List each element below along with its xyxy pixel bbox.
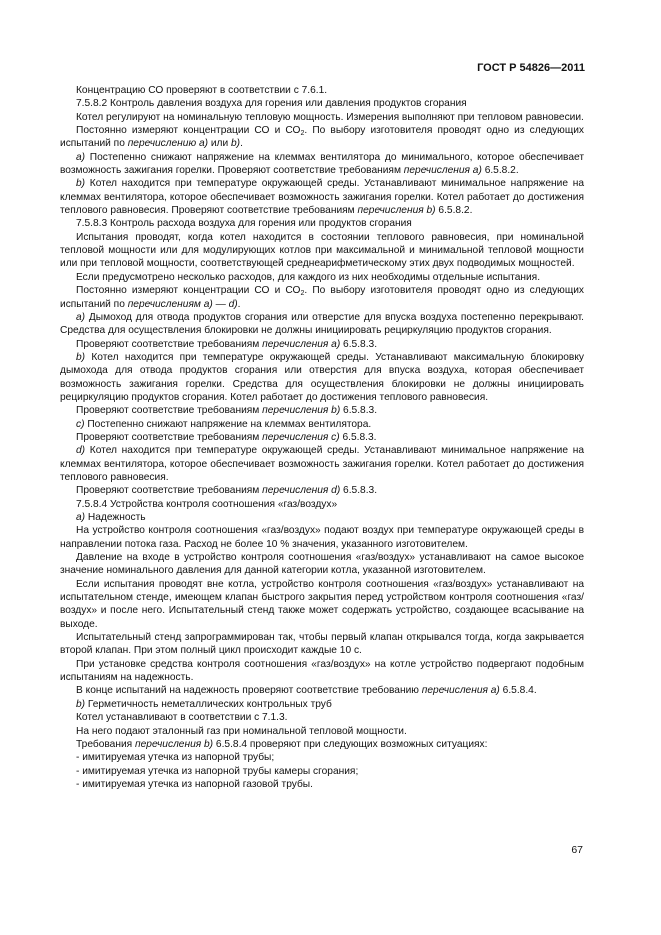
paragraph-p16 xyxy=(60,444,584,484)
text-run: . По выбору изготовителя проводят одно из следующих испытаний по xyxy=(60,285,584,310)
paragraph-p2 xyxy=(60,111,584,124)
italic-reference: c) xyxy=(76,418,85,430)
text-run: Требования xyxy=(76,738,135,750)
text-run: Испытательный стенд запрограммирован так, чтобы первый клапан открывался тогда, когда закрывается второй клапан. При этом полный цикл происходит каждые 10 с. xyxy=(60,632,584,657)
text-run: 6.5.8.3. xyxy=(340,485,378,497)
paragraph-p5 xyxy=(60,177,584,217)
text-run: Котел находится при температуре окружающей среды. Устанавливают минимальное напряжение на клеммах вентилятора, которое обеспечивает возможность зажигания горелки. Котел работает до достижения теплового равновесия. xyxy=(60,445,584,483)
text-run: - имитируемая утечка из напорной трубы; xyxy=(76,752,275,764)
text-run: Проверяют соответствие требованиям xyxy=(76,405,263,417)
text-run: Проверяют соответствие требованиям xyxy=(76,338,263,350)
text-run: - имитируемая утечка из напорной трубы камеры сгорания; xyxy=(76,765,359,777)
italic-reference: перечислениям а) — d) xyxy=(127,298,238,310)
paragraph-p0 xyxy=(60,84,584,97)
italic-reference: перечисления b) xyxy=(262,405,341,417)
text-run: или xyxy=(208,138,231,150)
text-run: 6.5.8.3. xyxy=(339,431,377,443)
text-run: 7.5.8.4 Устройства контроля соотношения «газ/воздух» xyxy=(76,498,338,510)
document-code-header: ГОСТ Р 54826—2011 xyxy=(477,62,585,74)
text-run: 7.5.8.2 Контроль давления воздуха для горения или давления продуктов сгорания xyxy=(76,98,467,110)
paragraph-p18 xyxy=(60,498,584,511)
paragraph-p26 xyxy=(60,698,584,711)
italic-reference: а) xyxy=(76,512,86,523)
paragraph-p25 xyxy=(60,684,584,697)
paragraph-p29 xyxy=(60,738,584,751)
italic-reference: d) xyxy=(76,445,86,457)
text-run: Концентрацию СО проверяют в соответствии с 7.6.1. xyxy=(76,85,328,96)
paragraph-p23 xyxy=(60,631,584,658)
text-run: Котел устанавливают в соответствии с 7.1.3. xyxy=(76,712,288,724)
text-run: 7.5.8.3 Контроль расхода воздуха для горения или продуктов сгорания xyxy=(76,218,412,230)
italic-reference: a) xyxy=(76,311,86,323)
paragraph-p1 xyxy=(60,97,584,110)
italic-reference: перечисления b) xyxy=(135,738,214,750)
paragraph-p24 xyxy=(60,658,584,685)
text-run: При установке средства контроля соотношения «газ/воздух» на котле устройство подвергают подобным испытаниям на надежность. xyxy=(60,658,584,684)
text-run: Постепенно снижают напряжение на клеммах вентилятора. xyxy=(84,418,372,430)
paragraph-p22 xyxy=(60,578,584,631)
text-run: 6.5.8.3. xyxy=(340,338,378,350)
paragraph-p12 xyxy=(60,351,584,404)
paragraph-p8 xyxy=(60,271,584,284)
italic-reference: перечисления а) xyxy=(403,165,482,177)
text-run: Дымоход для отвода продуктов сгорания или отверстие для впуска воздуха постепенно перекрывают. Средства для осуществления блокировки не должны инициировать рециркуляцию продуктов сгорания. xyxy=(60,311,584,337)
text-run: 6.5.8.4. xyxy=(499,685,537,697)
paragraph-p10 xyxy=(60,311,584,338)
text-run: Котел находится при температуре окружающей среды. Устанавливают минимальное напряжение на клеммах вентилятора, которое обеспечивает возможность зажигания горелки. Котел работает до достижения теплового равновесия. Проверяют соответствие требованиям xyxy=(60,178,584,217)
italic-reference: a) xyxy=(76,151,86,163)
italic-reference: b) xyxy=(231,138,241,150)
text-run: 6.5.8.4 проверяют при следующих возможных ситуациях: xyxy=(213,738,488,750)
italic-reference: перечислению а) xyxy=(127,138,208,150)
subscript: 2 xyxy=(300,290,305,298)
text-run: Проверяют соответствие требованиям xyxy=(76,431,263,443)
paragraph-p20 xyxy=(60,524,584,551)
text-run: . xyxy=(237,298,241,310)
text-run: 6.5.8.2. xyxy=(481,165,519,177)
text-run: Герметичность неметаллических контрольных труб xyxy=(85,698,332,710)
subscript: 2 xyxy=(300,130,305,138)
italic-reference: b) xyxy=(76,178,86,190)
paragraph-p27 xyxy=(60,711,584,724)
text-run: Если предусмотрено несколько расходов, для каждого из них необходимы отдельные испытания. xyxy=(76,271,541,283)
text-run: . По выбору изготовителя проводят одно из следующих испытаний по xyxy=(60,125,584,150)
italic-reference: перечисления d) xyxy=(262,485,341,497)
text-run: 6.5.8.2. xyxy=(435,205,473,217)
italic-reference: b) xyxy=(76,351,86,363)
italic-reference: перечисления а) xyxy=(262,338,341,350)
text-run: Постоянно измеряют концентрации СО и СО xyxy=(76,285,301,297)
text-run: В конце испытаний на надежность проверяют соответствие требованию xyxy=(76,685,422,697)
paragraph-p19 xyxy=(60,511,584,524)
paragraph-p14 xyxy=(60,418,584,431)
text-run: . xyxy=(240,138,243,150)
text-run: Постоянно измеряют концентрации СО и СО xyxy=(76,125,301,137)
paragraph-p17 xyxy=(60,484,584,497)
text-run: Проверяют соответствие требованиям xyxy=(76,485,263,497)
text-run: Испытания проводят, когда котел находится в состоянии теплового равновесия, при номинальной тепловой мощности или для модулирующих котлов при максимальной и минимальной тепловой мощности или при тепловой мощности, соответствующей среднеарифметическому этих двух подводимых мощностей. xyxy=(60,231,584,270)
paragraph-p15 xyxy=(60,431,584,444)
paragraph-p7 xyxy=(60,231,584,271)
document-body xyxy=(60,84,584,791)
text-run: 6.5.8.3. xyxy=(340,405,378,417)
text-run: Постепенно снижают напряжение на клеммах вентилятора до минимального, которое обеспечивает возможность зажигания горелки. Проверяют соответствие требованиям xyxy=(60,151,584,177)
text-run: Котел находится при температуре окружающей среды. Устанавливают максимальную блокировку дымохода для отвода продуктов сгорания или отверстия для впуска воздуха, которая обеспечивает возможность зажигания горелки. Средства для осуществления блокировки не должны инициировать рециркуляцию продуктов сгорания. Котел работает до достижения теплового равновесия. xyxy=(60,351,584,403)
text-run: Котел регулируют на номинальную тепловую мощность. Измерения выполняют при тепловом равновесии. xyxy=(76,111,584,123)
text-run: На устройство контроля соотношения «газ/воздух» подают воздух при температуре окружающей среды в направлении потока газа. Расход не более 10 % значения, указанного изготовителем. xyxy=(60,525,584,550)
paragraph-p21 xyxy=(60,551,584,578)
paragraph-p30 xyxy=(60,751,584,764)
paragraph-p11 xyxy=(60,338,584,351)
italic-reference: перечисления а) xyxy=(421,685,500,697)
paragraph-p4 xyxy=(60,151,584,178)
paragraph-p31 xyxy=(60,765,584,778)
italic-reference: перечисления с) xyxy=(262,431,340,443)
text-run: Надежность xyxy=(85,512,146,523)
paragraph-p32 xyxy=(60,778,584,791)
paragraph-p13 xyxy=(60,404,584,417)
text-run: Если испытания проводят вне котла, устройство контроля соотношения «газ/воздух» устанавливают на испытательном стенде, имеющем клапан быстрого закрытия перед устройством контроля соотношения «газ/воздух» и после него. Испытательный стенд также может содержать устройство, создающее всасывание на выходе. xyxy=(60,578,584,630)
italic-reference: b) xyxy=(76,698,86,710)
paragraph-p28 xyxy=(60,725,584,738)
paragraph-p9 xyxy=(60,284,584,311)
text-run: Давление на входе в устройство контроля соотношения «газ/воздух» устанавливают на самое высокое значение номинального давления для данной категории котла, указанной изготовителем. xyxy=(60,552,584,577)
paragraph-p3 xyxy=(60,124,584,151)
page-number: 67 xyxy=(571,844,583,856)
text-run: - имитируемая утечка из напорной газовой трубы. xyxy=(76,778,313,790)
italic-reference: перечисления b) xyxy=(357,205,436,217)
paragraph-p6 xyxy=(60,217,584,230)
text-run: На него подают эталонный газ при номинальной тепловой мощности. xyxy=(76,725,407,737)
